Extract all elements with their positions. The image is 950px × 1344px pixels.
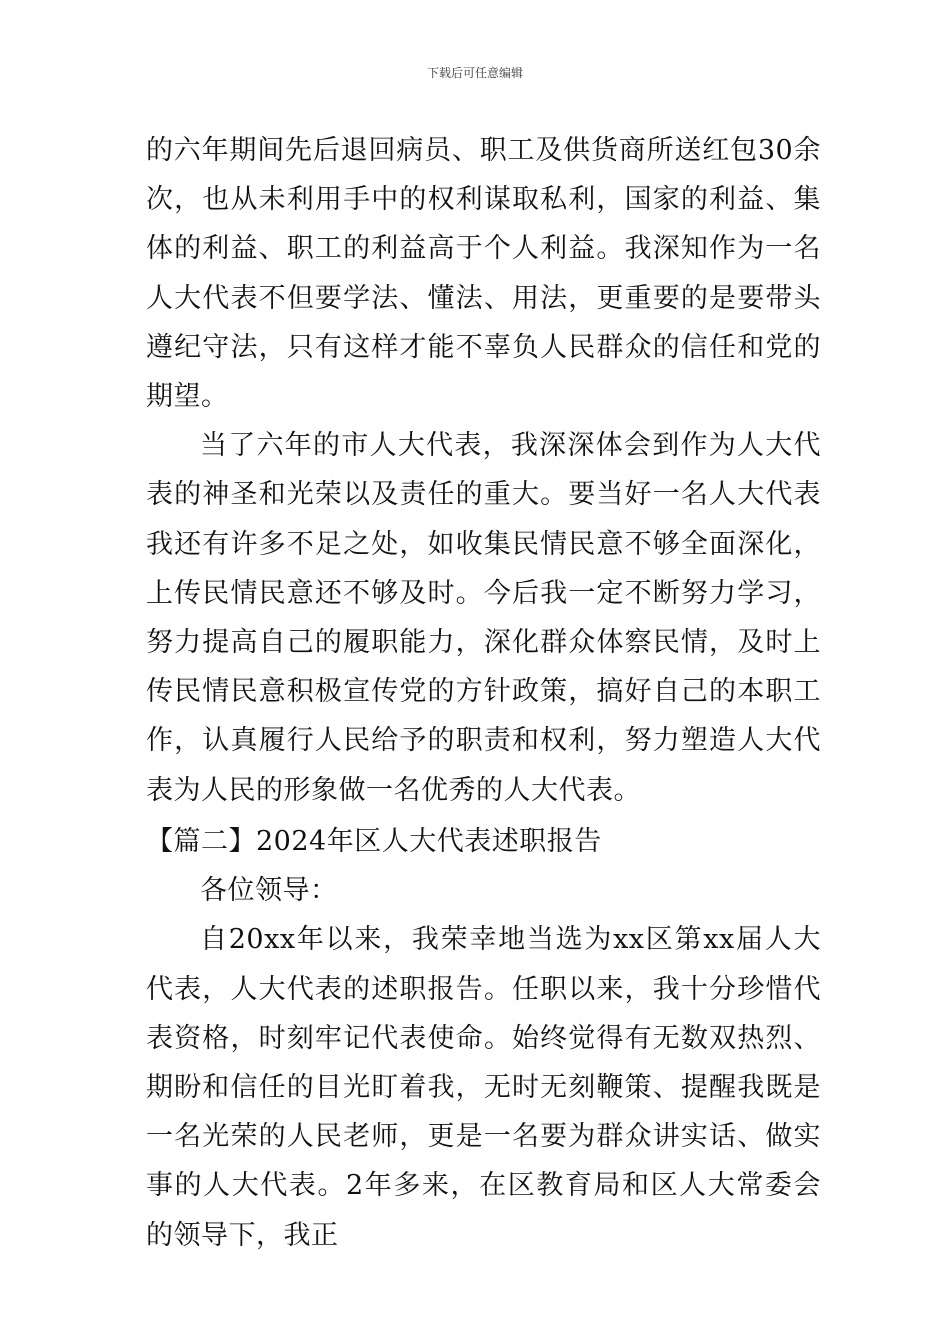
salutation: 各位领导： (200, 875, 338, 907)
document-body-section-1 (146, 126, 821, 815)
body-paragraph: 的六年期间先后退回病员、职工及供货商所送红包30余次，也从未利用手中的权利谋取私利，国家的利益、集体的利益、职工的利益高于个人利益。我深知作为一名人大代表不但要学法、懂法、用法，更重要的是要带头遵纪守法，只有这样才能不辜负人民群众的信任和党的期望。 (146, 135, 821, 413)
section-title: 【篇二】2024年区人大代表述职报告 (146, 826, 602, 857)
body-paragraph: 当了六年的市人大代表，我深深体会到作为人大代表的神圣和光荣以及责任的重大。要当好一名人大代表我还有许多不足之处，如收集民情民意不够全面深化，上传民情民意还不够及时。今后我一定不断努力学习，努力提高自己的履职能力，深化群众体察民情，及时上传民情民意积极宣传党的方针政策，搞好自己的本职工作，认真履行人民给予的职责和权利，努力塑造人大代表为人民的形象做一名优秀的人大代表。 (146, 430, 821, 806)
page-header: 下载后可任意编辑 (426, 66, 523, 80)
body-paragraph: 自20xx年以来，我荣幸地当选为xx区第xx届人大代表，人大代表的述职报告。任职以来，我十分珍惜代表资格，时刻牢记代表使命。始终觉得有无数双热烈、期盼和信任的目光盯着我，无时无刻鞭策、提醒我既是一名光荣的人民老师，更是一名要为群众讲实话、做实事的人大代表。2年多来，在区教育局和区人大常委会的领导下，我正 (146, 924, 821, 1251)
document-body-section-2 (146, 817, 821, 1260)
